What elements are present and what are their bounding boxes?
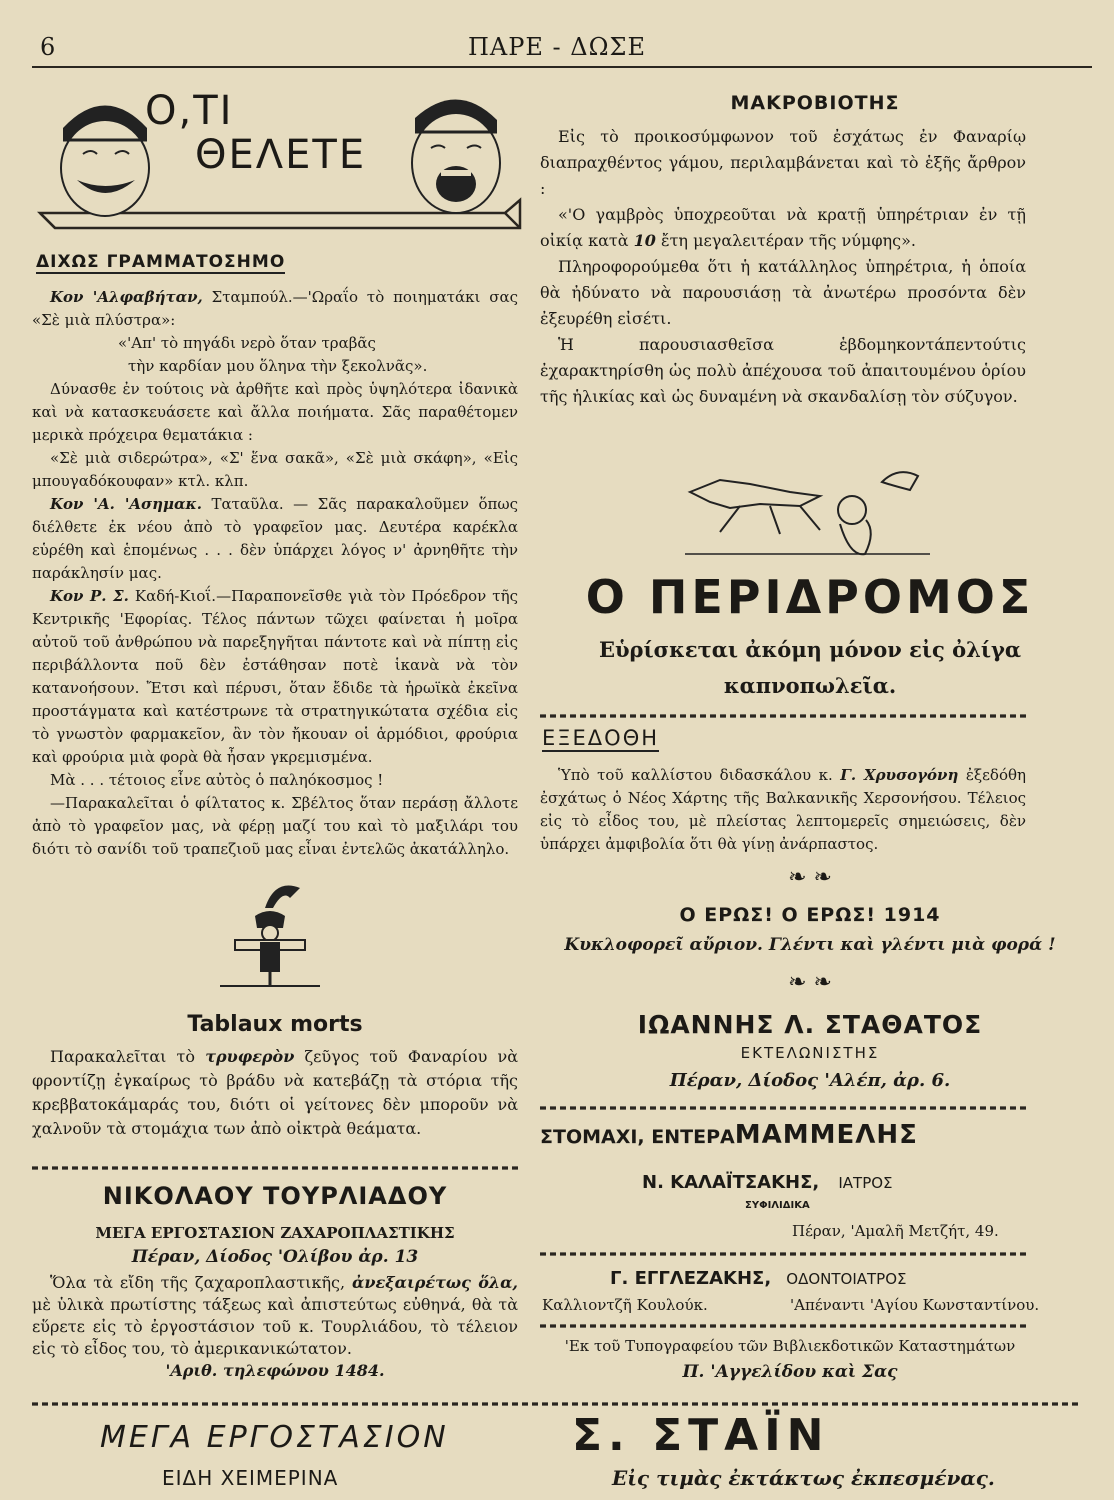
- page-header-title: ΠΑΡΕ - ΔΩΣΕ: [467, 33, 646, 61]
- article-paragraph: Πληροφορούμεθα ὅτι ἡ κατάλληλος ὑπηρέτρια, ἡ ὁποία θὰ ἠδύνατο νὰ παρουσιάσῃ τὰ ἀνωτέρω προσόντα δὲν ἐξευρέθη εἰσέτι.: [540, 257, 1026, 328]
- right-clown-face-icon: [412, 99, 500, 213]
- egglezakis-address-2: 'Απέναντι 'Αγίου Κωνσταντίνου.: [790, 1296, 1040, 1314]
- reader-name: Κον 'Αλφαβήταν,: [50, 288, 203, 306]
- reader-name: Κον Ρ. Σ.: [50, 587, 129, 605]
- page-number: 6: [40, 33, 56, 61]
- kalaitsakis-line: [642, 1172, 893, 1193]
- egglezakis-name: Γ. ΕΓΓΛΕΖΑΚΗΣ,: [610, 1268, 772, 1289]
- logo-line-2: ΘΕΛΕΤΕ: [195, 132, 367, 178]
- ornament: ❧ ❧: [788, 865, 832, 890]
- stathatos-job: ΕΚΤΕΛΩΝΙΣΤΗΣ: [740, 1044, 880, 1062]
- tourliadou-ad-sub: ΜΕΓΑ ΕΡΓΟΣΤΑΣΙΟΝ ΖΑΧΑΡΟΠΛΑΣΤΙΚΗΣ: [95, 1224, 455, 1242]
- left-heading: ΔΙΧΩΣ ΓΡΑΜΜΑΤΟΣΗΜΟ: [36, 252, 286, 272]
- egglezakis-address-1: Καλλιοντζῆ Κουλούκ.: [542, 1296, 708, 1314]
- reply-text: «Σὲ μιὰ σιδερώτρα», «Σ' ἕνα σακᾶ», «Σὲ μιὰ σκάφη», «Εἰς μπουγαδόκουφαν» κτλ. κλπ.: [32, 449, 518, 490]
- poem-line: τὴν καρδίαν μου ὅληνα τὴν ξεκολνᾶς».: [128, 357, 428, 375]
- dog-and-hunter-illustration: [680, 462, 940, 562]
- ornament: ❧ ❧: [788, 970, 832, 995]
- footer-mega: ΜΕΓΑ ΕΡΓΟΣΤΑΣΙΟΝ: [100, 1420, 449, 1455]
- article-paragraph: Εἰς τὸ προικοσύμφωνον τοῦ ἐσχάτως ἐν Φαναρίῳ διαπραχθέντος γάμου, περιλαμβάνεται καὶ τὸ ἑξῆς ἄρθρον :: [540, 127, 1026, 198]
- divider: [540, 712, 1026, 720]
- divider: [540, 1104, 1026, 1112]
- stathatos-name: ΙΩΑΝΝΗΣ Λ. ΣΤΑΘΑΤΟΣ: [637, 1010, 983, 1039]
- reply-text: Σταμπούλ.—'Ωραΐο τὸ ποιηματάκι σας «Σὲ μιὰ πλύστρα»:: [32, 288, 518, 329]
- footer-cheimerina: ΕΙΔΗ ΧΕΙΜΕΡΙΝΑ: [162, 1466, 339, 1490]
- tableaux-text: [32, 1045, 518, 1141]
- footer-times: Εἰς τιμὰς ἐκτάκτως ἐκπεσμένας.: [612, 1466, 995, 1490]
- article-text-part: ἔτη μεγαλειτέραν τῆς νύμφης».: [655, 231, 916, 250]
- reply-text: —Παρακαλεῖται ὁ φίλτατος κ. Σβέλτος ὅταν περάσῃ ἄλλοτε ἀπὸ τὸ γραφεῖον μας, νὰ φέρῃ μαζί του καὶ τὸ μαξιλάρι του διότι τὸ σανίδι τοῦ τραπεζιοῦ μας εἶναι ἐντελῶς ἀκατάλληλο.: [32, 794, 518, 858]
- header-rule: [32, 66, 1092, 68]
- egglezakis-line: [610, 1268, 907, 1289]
- divider: [540, 1322, 1026, 1330]
- tourliadou-ad-address: Πέραν, Δίοδος 'Ολίβου ἀρ. 13: [131, 1247, 419, 1267]
- tableaux-text-part: ζεῦγος τοῦ Φαναρίου νὰ φροντίζῃ ἐγκαίρως τὸ βράδυ νὰ κατεβάζῃ τὰ στόρια τῆς κρεββατοκάμαράς του, διότι οἱ γείτονες δὲν μποροῦν νὰ χαλνοῦν τὰ στομάχια των ἀπὸ οἰκτρὰ θεάματα.: [32, 1047, 519, 1138]
- reader-name: Κον 'Α. 'Ασημακ.: [50, 495, 202, 513]
- exedothi-text-part: ἐξεδόθη ἐσχάτως ὁ Νέος Χάρτης τῆς Βαλκανικῆς Χερσονήσου. Τέλειος εἰς τὸ εἶδος του, μὲ πλείστας λεπτομερεῖς σημειώσεις, δὲν ὑπάρχει ἀμφιβολία ὅτι θὰ γίνῃ ἀνάρπαστος.: [540, 766, 1027, 853]
- divider: [32, 1164, 518, 1172]
- scarecrow-illustration: [215, 878, 325, 988]
- ad-text-part: μὲ ὑλικὰ πρωτίστης τάξεως καὶ ἀπιστεύτως εὐθηνά, θὰ τὰ εὕρετε εἰς τὸ ἐργοστάσιον τοῦ κ. Τουρλιάδου, τὸ τέλειον εἰς τὸ εἶδος του, τὸ ἀμερικανικώτατον.: [32, 1295, 518, 1358]
- peridromos-text: Εὑρίσκεται ἀκόμη μόνον εἰς ὀλίγα καπνοπωλεῖα.: [598, 637, 1022, 698]
- tableaux-title: Tablaux morts: [187, 1012, 363, 1037]
- eros-subtitle: Κυκλοφορεῖ αὔριον. Γλέντι καὶ γλέντι μιὰ φορά !: [564, 935, 1056, 955]
- poem-line: «'Απ' τὸ πηγάδι νερὸ ὅταν τραβᾶς: [118, 334, 376, 352]
- exedothi-heading: ΕΞΕΔΟΘΗ: [542, 726, 660, 750]
- kalaitsakis-address: Πέραν, 'Αμαλῆ Μετζήτ, 49.: [792, 1222, 999, 1240]
- divider: [540, 1250, 1026, 1258]
- tableaux-text-part: Παρακαλεῖται τὸ: [50, 1047, 206, 1066]
- mammelis-ad: [540, 1120, 1040, 1150]
- tourliadou-ad-name: ΝΙΚΟΛΑΟΥ ΤΟΥΡΛΙΑΔΟΥ: [102, 1182, 448, 1210]
- exedothi-text-part: Ὑπὸ τοῦ καλλίστου διδασκάλου κ.: [558, 766, 841, 784]
- left-column-text: [32, 286, 518, 861]
- logo-line-1: Ο,ΤΙ: [145, 88, 234, 134]
- article-emphasis: 10: [633, 231, 656, 250]
- egglezakis-job: ΟΔΟΝΤΟΙΑΤΡΟΣ: [786, 1270, 907, 1288]
- makrobiotis-text: [540, 124, 1026, 410]
- tourliadou-ad-text: [32, 1272, 518, 1382]
- ad-emphasis: ἀνεξαιρέτως ὅλα,: [352, 1273, 519, 1292]
- tableaux-emphasis: τρυφερὸν: [205, 1047, 295, 1066]
- reply-text: Μὰ . . . τέτοιος εἶνε αὐτὸς ὁ παληόκοσμος !: [50, 771, 384, 789]
- exedothi-emphasis: Γ. Χρυσογόνη: [840, 766, 959, 784]
- kalaitsakis-job: ΙΑΤΡΟΣ: [838, 1174, 893, 1192]
- exedothi-text: [540, 764, 1026, 856]
- tourliadou-phone: 'Αριθ. τηλεφώνου 1484.: [165, 1361, 385, 1380]
- eros-title: Ο ΕΡΩΣ! Ο ΕΡΩΣ! 1914: [679, 904, 941, 926]
- mammelis-name: ΜΑΜΜΕΛΗΣ: [734, 1120, 918, 1150]
- printer-line: 'Εκ τοῦ Τυπογραφείου τῶν Βιβλιεκδοτικῶν Καταστημάτων: [564, 1337, 1016, 1355]
- peridromos-title: Ο ΠΕΡΙΔΡΟΜΟΣ: [585, 570, 1035, 624]
- logo-block: [35, 88, 525, 238]
- divider: [32, 1400, 1082, 1408]
- ad-text-part: Ὅλα τὰ εἴδη τῆς ζαχαροπλαστικῆς,: [50, 1273, 353, 1292]
- stathatos-address: Πέραν, Δίοδος 'Αλέπ, ἀρ. 6.: [669, 1070, 951, 1091]
- kalaitsakis-name: Ν. ΚΑΛΑΪΤΣΑΚΗΣ,: [642, 1172, 820, 1193]
- mammelis-prefix: ΣΤΟΜΑΧΙ, ΕΝΤΕΡΑ: [540, 1126, 735, 1148]
- reply-text: Ταταῦλα. — Σᾶς παρακαλοῦμεν ὅπως διέλθετε ἐκ νέου ἀπὸ τὸ γραφεῖον μας. Δευτέρα καρέκλα εὑρέθη καὶ ἑπομένως . . . δὲν ὑπάρχει λόγος ν' ἀρνηθῆτε τὴν παράκλησίν μας.: [32, 495, 518, 582]
- reply-text: Δύνασθε ἐν τούτοις νὰ ἀρθῆτε καὶ πρὸς ὑψηλότερα ἰδανικὰ καὶ νὰ κατασκευάσετε καὶ ἄλλα ποιήματα. Σᾶς παραθέτομεν μερικὰ πρόχειρα θεματάκια :: [32, 380, 518, 444]
- reply-text: Καδή-Κιοΐ.—Παραπονεῖσθε γιὰ τὸν Πρόεδρον τῆς Κεντρικῆς 'Εφορίας. Τέλος πάντων τῶχει φαίνεται ἡ μοῖρα αὐτοῦ τοῦ ἀνθρώπου νὰ παρεξηγῆται πάντοτε καὶ νὰ πίπτῃ εἰς περιβάλλοντα ποῦ δὲν ἐστάθησαν ποτὲ ἱκανὰ νὰ τὸν κατανοήσουν. Ἔτσι καὶ πέρυσι, ὅταν ἔδιδε τὰ ἡρωϊκὰ ἐκεῖνα προστάγματα καὶ κατέστρωνε τὰ στρατηγικώτατα σχέδια εἰς τὸ γνωστὸν φαρμακεῖον, ἂν τὸν ἤκουαν οἱ ἁρμόδιοι, φρούρια καὶ φρούρια μιὰ φορὰ θὰ ἦσαν γκρεμισμένα.: [32, 587, 518, 766]
- kalaitsakis-specialty: ΣΥΦΙΛΙΔΙΚΑ: [745, 1200, 810, 1211]
- article-paragraph: Ἡ παρουσιασθεῖσα ἑβδομηκοντάπεντούτις ἐχαρακτηρίσθη ὡς πολὺ ἀπέχουσα τοῦ ἀπαιτουμένου ὁρίου τῆς ἡλικίας καὶ ὡς δυναμένη νὰ σκανδαλίσῃ τὸν σύζυγον.: [540, 335, 1026, 406]
- printer-name: Π. 'Αγγελίδου καὶ Σας: [682, 1362, 898, 1382]
- left-clown-face-icon: [61, 106, 149, 217]
- article-text-part: «'Ο γαμβρὸς ὑποχρεοῦται νὰ κρατῇ ὑπηρέτριαν ἐν τῇ οἰκίᾳ κατὰ: [540, 205, 1026, 250]
- right-heading: ΜΑΚΡΟΒΙΟΤΗΣ: [730, 92, 900, 114]
- footer-stain: Σ. ΣΤΑΪΝ: [572, 1410, 830, 1461]
